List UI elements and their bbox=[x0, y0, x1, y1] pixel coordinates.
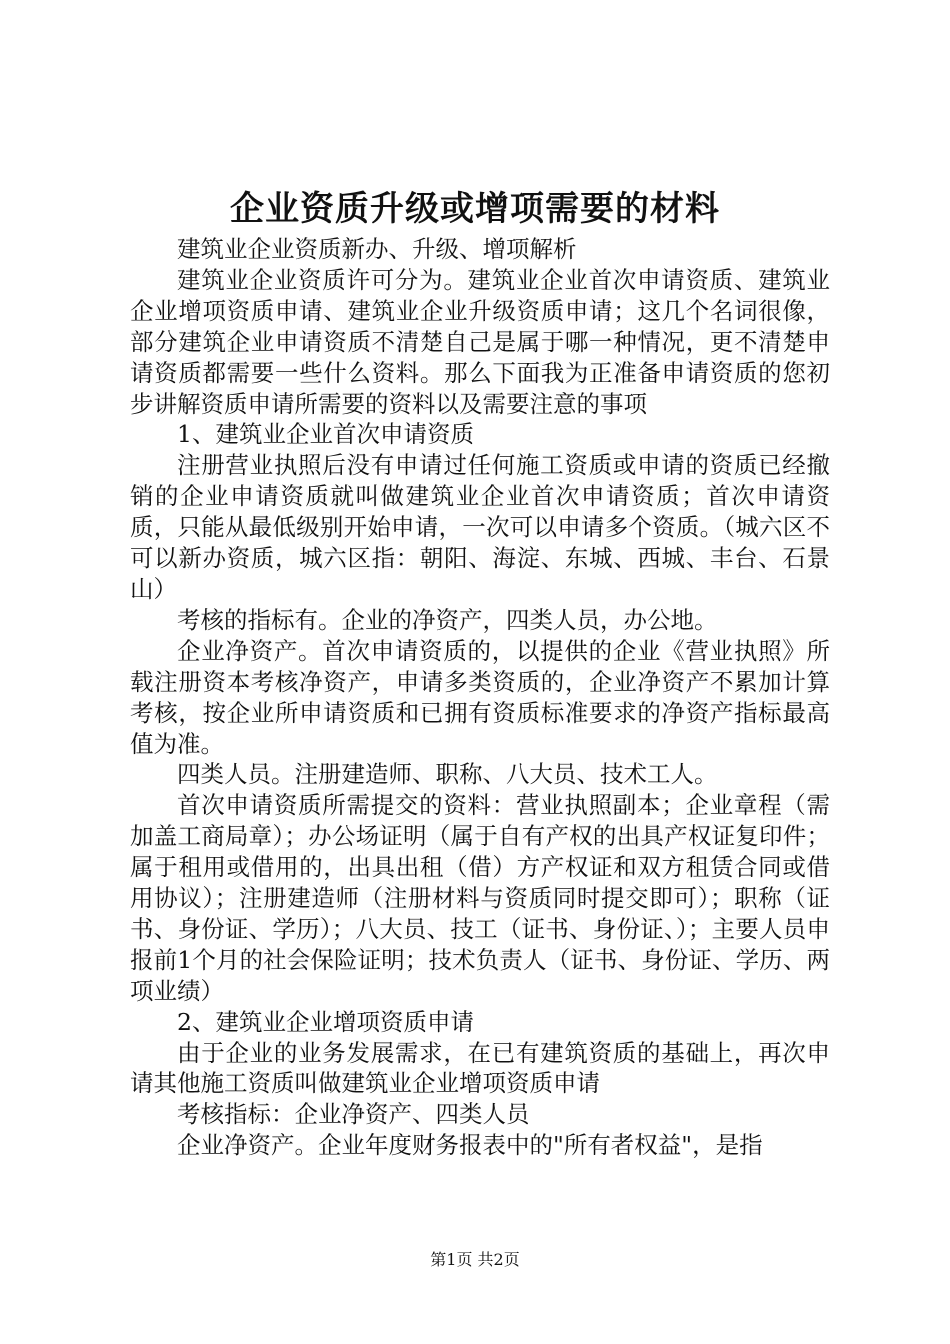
document-title: 企业资质升级或增项需要的材料 bbox=[230, 189, 720, 229]
body-paragraph: 考核指标：企业净资产、四类人员 bbox=[177, 1100, 530, 1129]
body-paragraph: 企业净资产。企业年度财务报表中的"所有者权益"，是指 bbox=[177, 1131, 763, 1160]
body-paragraph: 注册营业执照后没有申请过任何施工资质或申请的资质已经撤销的企业申请资质就叫做建筑业企业首次申请资质；首次申请资质，只能从最低级别开始申请，一次可以申请多个资质。（城六区不可以新办资质，城六区指：朝阳、海淀、东城、西城、丰台、石景山） bbox=[130, 451, 830, 603]
body-paragraph: 四类人员。注册建造师、职称、八大员、技术工人。 bbox=[177, 760, 718, 789]
body-paragraph: 考核的指标有。企业的净资产，四类人员，办公地。 bbox=[177, 605, 718, 634]
document-body bbox=[130, 234, 830, 1161]
section-heading: 建筑业企业资质新办、升级、增项解析 bbox=[177, 235, 577, 263]
body-paragraph: 由于企业的业务发展需求，在已有建筑资质的基础上，再次申请其他施工资质叫做建筑业企业增项资质申请 bbox=[130, 1038, 830, 1098]
body-paragraph: 建筑业企业资质许可分为。建筑业企业首次申请资质、建筑业企业增项资质申请、建筑业企业升级资质申请；这几个名词很像，部分建筑企业申请资质不清楚自己是属于哪一种情况，更不清楚申请资质都需要一些什么资料。那么下面我为正准备申请资质的您初步讲解资质申请所需要的资料以及需要注意的事项 bbox=[130, 265, 830, 418]
body-paragraph: 企业净资产。首次申请资质的，以提供的企业《营业执照》所载注册资本考核净资产，申请多类资质的，企业净资产不累加计算考核，按企业所申请资质和已拥有资质标准要求的净资产指标最高值为准。 bbox=[130, 636, 830, 758]
section-heading: 1、建筑业企业首次申请资质 bbox=[177, 420, 474, 449]
section-heading: 2、建筑业企业增项资质申请 bbox=[177, 1007, 474, 1036]
page-footer: 第1页 共2页 bbox=[430, 1250, 520, 1269]
body-paragraph: 首次申请资质所需提交的资料：营业执照副本；企业章程（需加盖工商局章）；办公场证明（属于自有产权的出具产权证复印件；属于租用或借用的，出具出租（借）方产权证和双方租赁合同或借用协议）；注册建造师（注册材料与资质同时提交即可）；职称（证书、身份证、学历）；八大员、技工（证书、身份证、）；主要人员申报前1个月的社会保险证明；技术负责人（证书、身份证、学历、两项业绩） bbox=[130, 791, 830, 1005]
